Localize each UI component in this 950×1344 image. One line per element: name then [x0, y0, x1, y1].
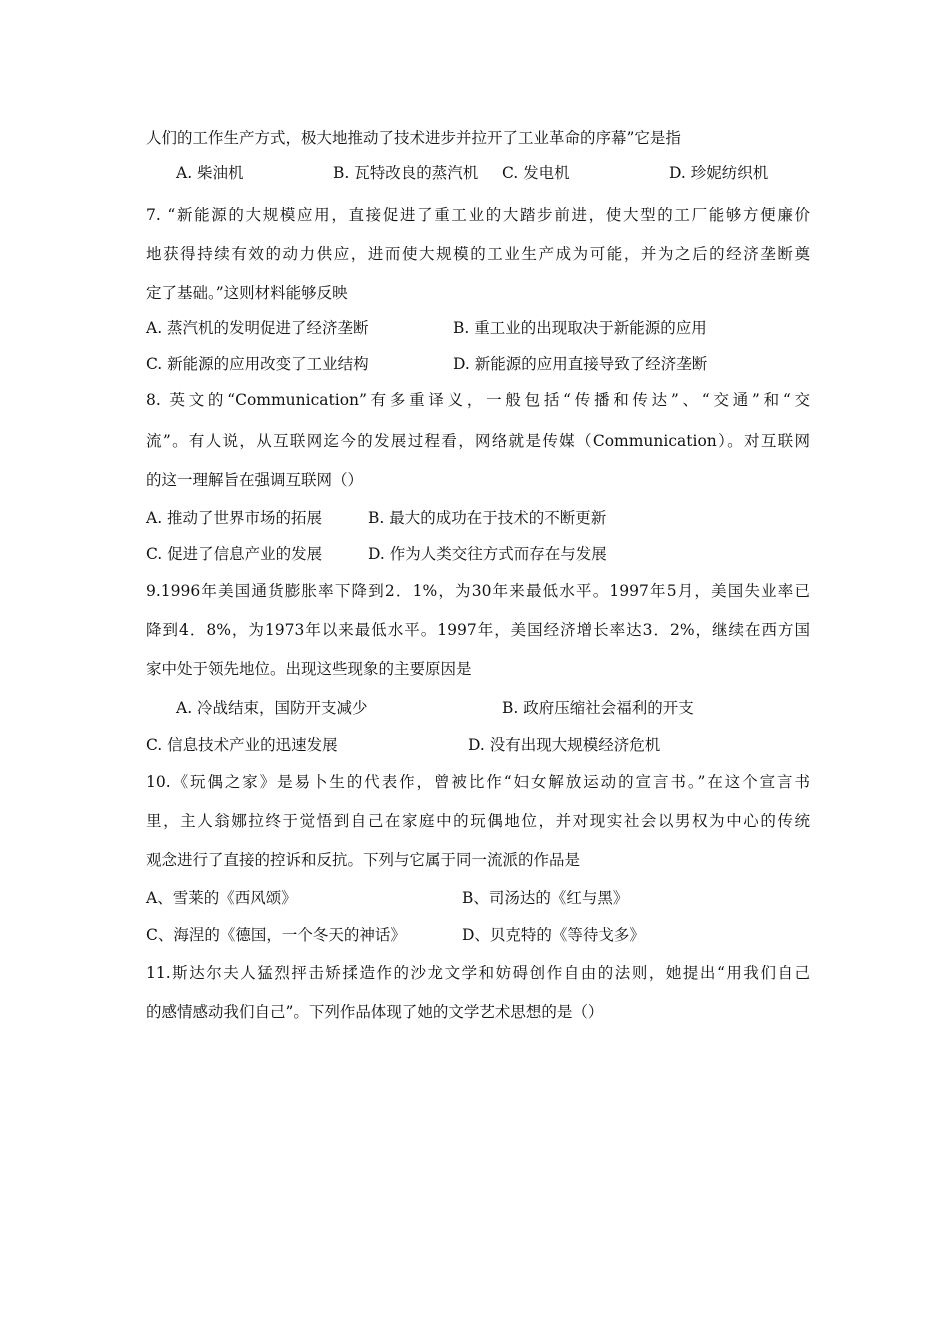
q9-stem-line-1: 9.1996年美国通货膨胀率下降到2．1%，为30年来最低水平。1997年5月，美国失业率已	[146, 582, 810, 600]
q6-stem-tail: 人们的工作生产方式，极大地推动了技术进步并拉开了工业革命的序幕”它是指	[146, 129, 681, 147]
q7-option-b: B. 重工业的出现取决于新能源的应用	[453, 319, 707, 337]
q6-option-b: B. 瓦特改良的蒸汽机	[333, 164, 479, 182]
q10-option-b: B、司汤达的《红与黑》	[462, 889, 629, 907]
q9-option-c: C. 信息技术产业的迅速发展	[146, 736, 338, 754]
q11-stem-line-2: 的感情感动我们自己”。下列作品体现了她的文学艺术思想的是（）	[146, 1003, 604, 1021]
q8-stem-line-3: 的这一理解旨在强调互联网（）	[146, 471, 364, 489]
q9-option-a: A. 冷战结束，国防开支减少	[176, 699, 368, 717]
q8-option-b: B. 最大的成功在于技术的不断更新	[368, 509, 607, 527]
q8-option-a: A. 推动了世界市场的拓展	[146, 509, 323, 527]
q9-option-b: B. 政府压缩社会福利的开支	[502, 699, 694, 717]
q8-stem-line-2: 流”。有人说，从互联网迄今的发展过程看，网络就是传媒（Communication）。对互联网	[146, 432, 810, 450]
q9-stem-line-2: 降到4．8%，为1973年以来最低水平。1997年，美国经济增长率达3．2%，继续在西方国	[146, 621, 810, 639]
q11-stem-line-1: 11.斯达尔夫人猛烈抨击矫揉造作的沙龙文学和妨碍创作自由的法则，她提出“用我们自己	[146, 964, 810, 982]
q10-stem-line-3: 观念进行了直接的控诉和反抗。下列与它属于同一流派的作品是	[146, 851, 581, 869]
q6-option-c: C. 发电机	[502, 164, 570, 182]
q8-option-c: C. 促进了信息产业的发展	[146, 545, 323, 563]
q7-stem-line-2: 地获得持续有效的动力供应，进而使大规模的工业生产成为可能，并为之后的经济垄断奠	[146, 245, 810, 263]
q10-option-d: D、贝克特的《等待戈多》	[462, 926, 645, 944]
q6-option-a: A. 柴油机	[176, 164, 244, 182]
q10-option-c: C、海涅的《德国，一个冬天的神话》	[146, 926, 406, 944]
q10-stem-line-1: 10.《玩偶之家》是易卜生的代表作，曾被比作“妇女解放运动的宣言书。”在这个宣言书	[146, 773, 810, 791]
q7-option-d: D. 新能源的应用直接导致了经济垄断	[453, 355, 708, 373]
q7-stem-line-1: 7. “新能源的大规模应用，直接促进了重工业的大踏步前进，使大型的工厂能够方便廉价	[146, 206, 810, 224]
q7-option-a: A. 蒸汽机的发明促进了经济垄断	[146, 319, 369, 337]
q8-option-d: D. 作为人类交往方式而存在与发展	[368, 545, 607, 563]
q6-option-d: D. 珍妮纺织机	[669, 164, 769, 182]
q9-stem-line-3: 家中处于领先地位。出现这些现象的主要原因是	[146, 660, 472, 678]
q7-option-c: C. 新能源的应用改变了工业结构	[146, 355, 369, 373]
q9-option-d: D. 没有出现大规模经济危机	[468, 736, 661, 754]
q8-stem-line-1: 8. 英文的“Communication”有多重译义，一般包括“传播和传达”、“交通”和“交	[146, 391, 810, 409]
q7-stem-line-3: 定了基础。”这则材料能够反映	[146, 284, 348, 302]
q10-option-a: A、雪莱的《西风颂》	[146, 889, 297, 907]
q10-stem-line-2: 里，主人翁娜拉终于觉悟到自己在家庭中的玩偶地位，并对现实社会以男权为中心的传统	[146, 812, 810, 830]
